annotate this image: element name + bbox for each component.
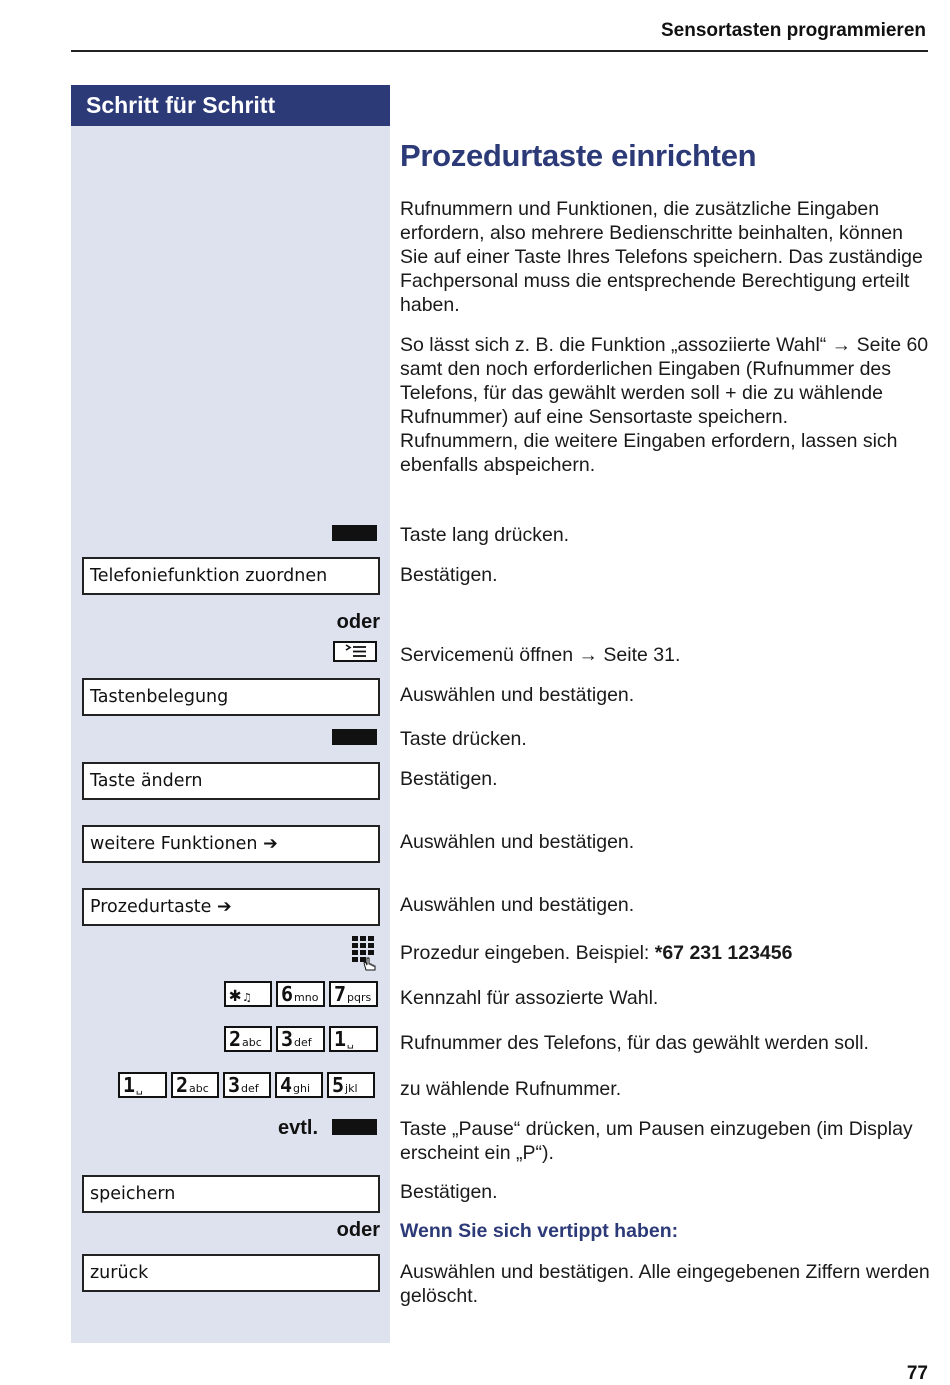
procedure-example: *67 231 123456: [654, 942, 793, 964]
oder-label-1: oder: [336, 611, 380, 633]
evtl-label: evtl.: [278, 1117, 319, 1139]
step-phone-number: Rufnummer des Telefons, für das gewählt werden soll.: [400, 1032, 869, 1054]
step-dial-number: zu wählende Rufnummer.: [400, 1078, 622, 1100]
step-confirm-2: Bestätigen.: [400, 768, 498, 790]
intro-paragraph-2: [400, 333, 930, 477]
step-long-press: Taste lang drücken.: [400, 524, 570, 546]
header-rule: [71, 50, 928, 52]
keypad-icon: [351, 935, 378, 971]
step-select-4: Auswählen und bestätigen. Alle eingegebenen Ziffern werden gelöscht.: [400, 1261, 930, 1307]
intro-paragraph-1: [400, 197, 930, 317]
menu-prozedurtaste[interactable]: Prozedurtaste ➔: [82, 888, 380, 926]
step-select-3: Auswählen und bestätigen.: [400, 894, 635, 916]
intro-text-2: So lässt sich z. B. die Funktion „assoziierte Wahl“ → Seite 60 samt den noch erforderlichen Eingaben (Rufnummer des Telefons, für das gewählt werden soll + die zu wählende Rufnummer) auf eine Sensortaste speichern.: [400, 334, 929, 428]
key-2: 2 abc: [171, 1072, 219, 1098]
step-select-2: Auswählen und bestätigen.: [400, 831, 635, 853]
oder-label-2: oder: [336, 1219, 380, 1241]
key-5: 5 jkl: [327, 1072, 375, 1098]
key-1: 1 ␣: [329, 1026, 378, 1052]
sensor-key-icon: [332, 729, 377, 745]
step-select-1: Auswählen und bestätigen.: [400, 684, 635, 706]
step-enter-procedure: [400, 941, 935, 965]
intro-text-3: Rufnummern, die weitere Eingaben erfordern, lassen sich ebenfalls abspeichern.: [400, 430, 898, 476]
step-press-key: Taste drücken.: [400, 728, 527, 750]
step-confirm-3: Bestätigen.: [400, 1181, 498, 1203]
running-header: Sensortasten programmieren: [660, 20, 926, 41]
menu-zurueck[interactable]: zurück: [82, 1254, 380, 1292]
step-pause: Taste „Pause“ drücken, um Pausen einzugeben (im Display erscheint ein „P“).: [400, 1118, 913, 1164]
sensor-key-icon: [332, 1119, 377, 1135]
key-3: 3 def: [223, 1072, 271, 1098]
key-7: 7 pqrs: [329, 981, 378, 1007]
page-number: 77: [906, 1363, 928, 1384]
step-service-menu: Servicemenü öffnen → Seite 31.: [400, 644, 681, 666]
key-1: 1 ␣: [118, 1072, 167, 1098]
section-title: Prozedurtaste einrichten: [400, 138, 757, 173]
step-confirm-1: Bestätigen.: [400, 564, 498, 586]
key-star: ✱ ♫: [224, 981, 272, 1007]
menu-weitere-funktionen[interactable]: weitere Funktionen ➔: [82, 825, 380, 863]
procedure-prefix: Prozedur eingeben. Beispiel:: [400, 942, 655, 964]
menu-telefoniefunktion-zuordnen[interactable]: Telefoniefunktion zuordnen: [82, 557, 380, 595]
mistake-heading: Wenn Sie sich vertippt haben:: [400, 1220, 679, 1242]
key-row-dial-number: [118, 1072, 375, 1098]
key-3: 3 def: [276, 1026, 325, 1052]
key-4: 4 ghi: [275, 1072, 323, 1098]
key-row-code: [224, 981, 378, 1007]
menu-taste-aendern[interactable]: Taste ändern: [82, 762, 380, 800]
key-2: 2 abc: [224, 1026, 272, 1052]
sidebar-title: Schritt für Schritt: [71, 85, 390, 126]
service-menu-icon: [333, 641, 377, 662]
step-code: Kennzahl für assozierte Wahl.: [400, 987, 659, 1009]
key-6: 6 mno: [276, 981, 325, 1007]
sensor-key-icon: [332, 525, 377, 541]
menu-speichern[interactable]: speichern: [82, 1175, 380, 1213]
menu-tastenbelegung[interactable]: Tastenbelegung: [82, 678, 380, 716]
key-row-phone-number: [224, 1026, 378, 1052]
intro-text-1: Rufnummern und Funktionen, die zusätzliche Eingaben erfordern, also mehrere Bedienschritte beinhalten, können Sie auf einer Taste Ihres Telefons speichern. Das zuständige Fachpersonal muss die entsprechende Berechtigung erteilt haben.: [400, 198, 923, 316]
